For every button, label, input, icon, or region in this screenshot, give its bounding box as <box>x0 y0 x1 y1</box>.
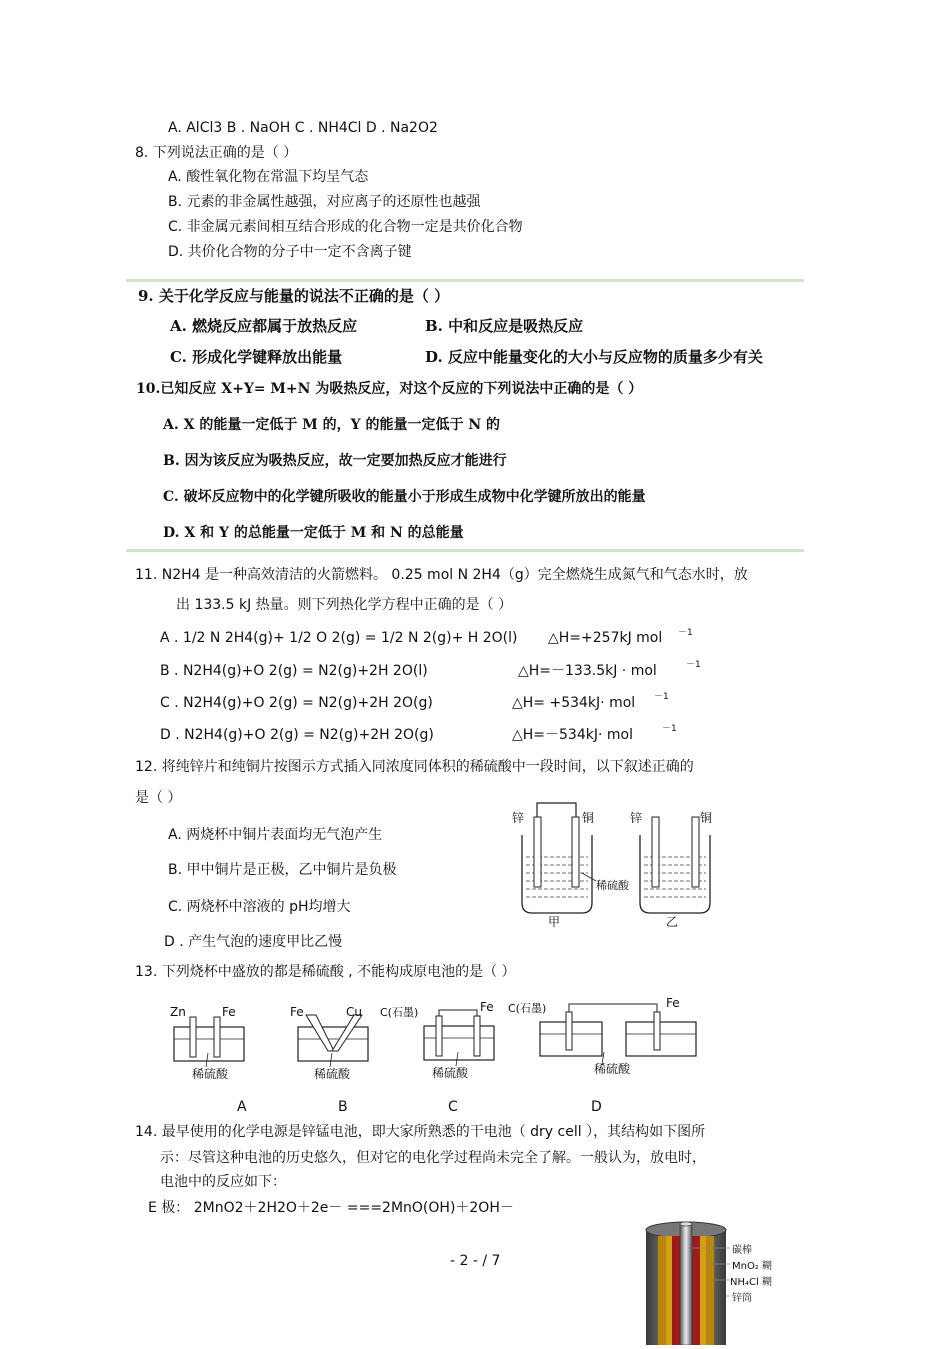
q9-option-a: A. 燃烧反应都属于放热反应 <box>170 317 358 335</box>
battery-figure <box>640 1218 780 1345</box>
q13-d-right-electrode: Fe <box>666 996 680 1010</box>
q13-stem: 13. 下列烧杯中盛放的都是稀硫酸 , 不能构成原电池的是（ ） <box>135 964 516 980</box>
battery-label-mno2-paste: MnO₂ 糊 <box>732 1261 773 1272</box>
q11-option-c-enthalpy: △H= +534kJ· mol <box>512 695 636 711</box>
q11-option-c-superscript: －1 <box>654 692 669 702</box>
q13-label-a: A <box>237 1099 247 1115</box>
battery-label-carbon-rod: 碳棒 <box>732 1245 752 1256</box>
q13-c-acid-label: 稀硫酸 <box>432 1066 469 1080</box>
q13-a-right-electrode: Fe <box>222 1005 236 1019</box>
battery-label-zinc-can: 锌筒 <box>732 1293 752 1304</box>
q11-option-d-enthalpy: △H=－534kJ· mol <box>512 727 633 743</box>
q13-label-b: B <box>338 1099 348 1115</box>
q14-line2: 示：尽管这种电池的历史悠久，但对它的电化学过程尚未完全了解。一般认为，放电时， <box>160 1150 706 1166</box>
q12-label-copper-1: 铜 <box>582 811 595 825</box>
q12-label-acid: 稀硫酸 <box>596 879 629 892</box>
q12-option-c: C. 两烧杯中溶液的 pH均增大 <box>168 899 351 915</box>
q12-option-b: B. 甲中铜片是正极，乙中铜片是负极 <box>168 862 397 878</box>
q10-option-d: D. X 和 Y 的总能量一定低于 M 和 N 的总能量 <box>163 525 464 541</box>
q14-line1: 14. 最早使用的化学电源是锌锰电池，即大家所熟悉的干电池（ dry cell ），其结构如下图所 <box>135 1124 706 1140</box>
q13-figure-b <box>288 1003 388 1083</box>
q9-option-d: D. 反应中能量变化的大小与反应物的质量多少有关 <box>425 348 763 366</box>
q9-option-b: B. 中和反应是吸热反应 <box>425 317 584 335</box>
q11-option-b-superscript: －1 <box>686 660 701 670</box>
q13-a-acid-label: 稀硫酸 <box>192 1067 229 1081</box>
q12-label-zinc-1: 锌 <box>512 811 525 825</box>
q13-d-left-electrode: C(石墨) <box>508 1002 547 1015</box>
q12-stem-line1: 12. 将纯锌片和纯铜片按图示方式插入同浓度同体积的稀硫酸中一段时间，以下叙述正确的 <box>135 759 694 775</box>
q12-label-jia: 甲 <box>548 915 561 929</box>
q12-label-copper-2: 铜 <box>700 811 713 825</box>
q13-figure-a <box>168 1003 268 1083</box>
q10-option-a: A. X 的能量一定低于 M 的，Y 的能量一定低于 N 的 <box>163 417 501 433</box>
q8-option-b: B. 元素的非金属性越强，对应离子的还原性也越强 <box>168 194 481 210</box>
q13-b-left-electrode: Fe <box>290 1005 304 1019</box>
q8-stem: 8. 下列说法正确的是（ ） <box>135 145 298 161</box>
q9-option-c: C. 形成化学键释放出能量 <box>170 348 343 366</box>
q10-option-b: B. 因为该反应为吸热反应，故一定要加热反应才能进行 <box>163 453 507 469</box>
q12-option-a: A. 两烧杯中铜片表面均无气泡产生 <box>168 827 383 843</box>
q10-stem: 10.已知反应 X+Y= M+N 为吸热反应，对这个反应的下列说法中正确的是（ ） <box>136 381 643 397</box>
q12-beakers-diagram <box>500 795 730 930</box>
q13-figure-d <box>508 996 708 1080</box>
q12-stem-line2: 是（ ） <box>135 790 182 806</box>
q11-stem-line2: 出 133.5 kJ 热量。则下列热化学方程中正确的是（ ） <box>176 597 513 613</box>
page-footer: - 2 - / 7 <box>450 1253 501 1269</box>
q7-options: A. AlCl3 B . NaOH C . NH4Cl D . Na2O2 <box>168 120 438 136</box>
q14-electrode-reaction: E 极： 2MnO2＋2H2O＋2e－ ===2MnO(OH)＋2OH－ <box>148 1200 514 1216</box>
q8-option-a: A. 酸性氧化物在常温下均呈气态 <box>168 169 369 185</box>
q11-option-a-equation: A . 1/2 N 2H4(g)+ 1/2 O 2(g) = 1/2 N 2(g)+ H 2O(l) <box>160 630 518 646</box>
q11-option-d-equation: D . N2H4(g)+O 2(g) = N2(g)+2H 2O(g) <box>160 727 434 743</box>
q11-option-d-superscript: －1 <box>662 724 677 734</box>
q13-label-d: D <box>591 1099 602 1115</box>
q8-option-d: D. 共价化合物的分子中一定不含离子键 <box>168 244 412 260</box>
q10-option-c: C. 破坏反应物中的化学键所吸收的能量小于形成生成物中化学键所放出的能量 <box>163 489 646 505</box>
q13-c-right-electrode: Fe <box>480 1000 494 1014</box>
q14-line3: 电池中的反应如下： <box>160 1174 286 1190</box>
q13-figure-c <box>378 1000 508 1082</box>
q13-label-c: C <box>448 1099 458 1115</box>
q9-stem: 9. 关于化学反应与能量的说法不正确的是（ ） <box>138 287 450 305</box>
q13-b-acid-label: 稀硫酸 <box>314 1067 351 1081</box>
q11-stem-line1: 11. N2H4 是一种高效清洁的火箭燃料。 0.25 mol N 2H4（g）完全燃烧生成氮气和气态水时，放 <box>135 567 748 583</box>
battery-label-nh4cl-paste: NH₄Cl 糊 <box>730 1277 772 1288</box>
scan-top-border <box>126 279 804 282</box>
q8-option-c: C. 非金属元素间相互结合形成的化合物一定是共价化合物 <box>168 219 523 235</box>
q11-option-b-enthalpy: △H=－133.5kJ · mol <box>518 663 657 679</box>
q13-a-left-electrode: Zn <box>170 1005 186 1019</box>
q11-option-c-equation: C . N2H4(g)+O 2(g) = N2(g)+2H 2O(g) <box>160 695 433 711</box>
q13-d-acid-label: 稀硫酸 <box>594 1062 631 1076</box>
q11-option-a-enthalpy: △H=+257kJ mol <box>548 630 663 646</box>
q11-option-a-superscript: －1 <box>678 628 693 638</box>
scan-bottom-border <box>126 549 804 552</box>
q11-option-b-equation: B . N2H4(g)+O 2(g) = N2(g)+2H 2O(l) <box>160 663 428 679</box>
q12-figure <box>500 795 730 930</box>
q12-label-zinc-2: 锌 <box>630 811 643 825</box>
q12-label-yi: 乙 <box>666 915 679 929</box>
q13-c-left-electrode: C(石墨) <box>380 1006 419 1019</box>
q12-option-d: D . 产生气泡的速度甲比乙慢 <box>164 934 343 950</box>
q13-b-right-electrode: Cu <box>346 1005 362 1019</box>
